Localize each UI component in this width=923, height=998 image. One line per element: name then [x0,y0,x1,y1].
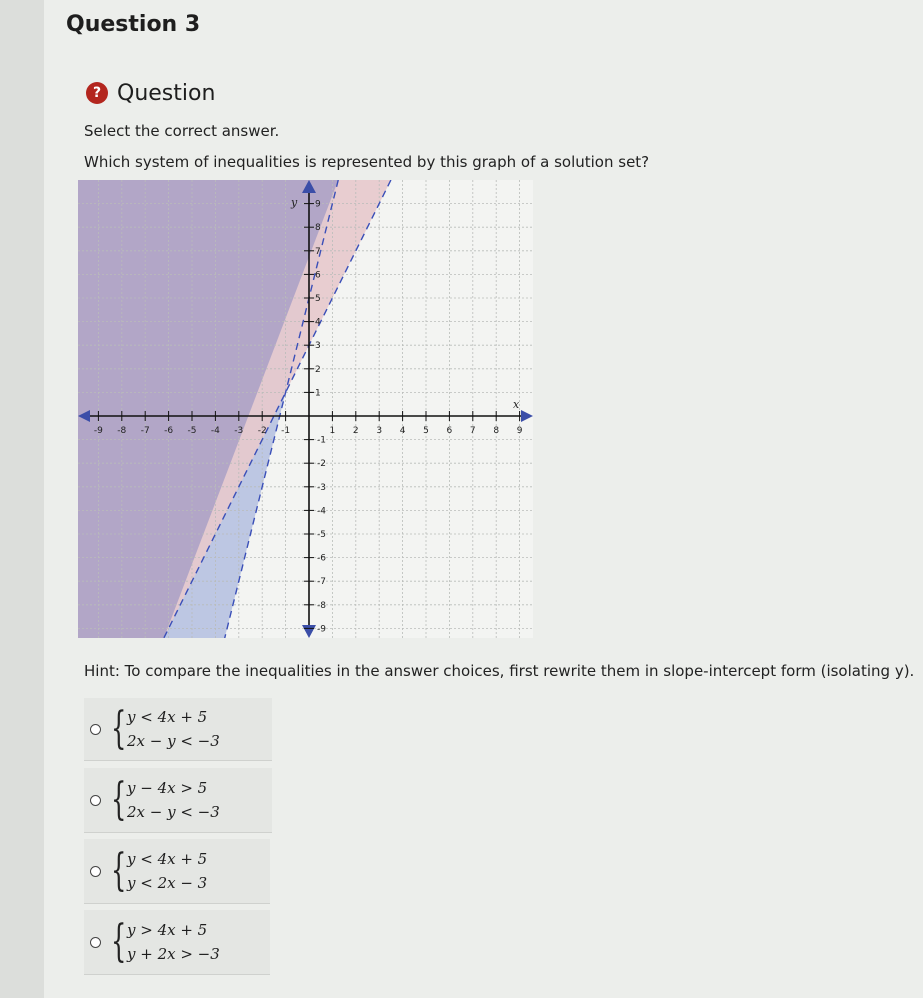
inequality-system [127,705,220,753]
brace-icon: { [111,774,127,825]
left-margin-band [0,0,44,998]
y-tick-label: 3 [315,341,321,352]
inequality-line-2: 2x − y < −3 [127,803,220,821]
x-tick-label: 2 [352,426,359,436]
x-tick-label: -7 [140,426,150,436]
inequality-line-1: y > 4x + 5 [127,921,208,939]
radio-button[interactable] [90,795,101,806]
answer-choice-d[interactable] [84,910,270,975]
inequality-line-2: 2x − y < −3 [127,732,220,750]
y-tick-label: 9 [315,199,321,210]
y-tick-label: -4 [317,506,326,517]
y-tick-label: -2 [317,459,326,470]
inequality-system [127,918,220,966]
graph-canvas [78,180,533,638]
brace-icon: { [111,703,127,754]
y-tick-label: 5 [315,294,321,304]
brace-icon: { [111,916,127,967]
x-tick-label: -9 [93,426,103,436]
y-tick-label: 4 [315,317,321,328]
y-tick-label: -1 [317,435,326,446]
radio-button[interactable] [90,866,101,877]
y-tick-label: 7 [315,246,321,257]
inequality-graph [78,180,533,638]
question-header [86,78,215,108]
x-tick-label: -2 [257,426,267,436]
question-number: Question 3 [66,12,201,37]
y-tick-label: -7 [317,577,326,588]
inequality-line-2: y + 2x > −3 [127,945,220,963]
inequality-line-1: y − 4x > 5 [127,779,208,797]
inequality-system [127,776,220,824]
radio-button[interactable] [90,937,101,948]
answer-choice-b[interactable] [84,768,272,833]
x-tick-label: 6 [446,426,453,436]
inequality-line-2: y < 2x − 3 [127,874,208,892]
inequality-line-1: y < 4x + 5 [127,708,208,726]
y-tick-label: -9 [317,624,326,635]
x-tick-label: 1 [329,426,336,436]
x-tick-label: 5 [423,426,429,436]
x-tick-label: -3 [234,426,244,436]
x-tick-label: 9 [516,426,523,436]
x-tick-label: 7 [469,426,476,436]
help-icon[interactable]: ? [86,82,108,104]
instruction-text: Select the correct answer. [84,122,280,140]
y-axis-label: y [291,196,298,209]
x-tick-label: -6 [164,426,174,436]
inequality-line-1: y < 4x + 5 [127,850,208,868]
y-tick-label: -3 [317,482,326,493]
y-tick-label: 1 [315,388,321,399]
x-tick-label: 3 [376,426,383,436]
radio-button[interactable] [90,724,101,735]
y-tick-label: 6 [315,270,321,281]
brace-icon: { [111,845,127,896]
answer-choice-a[interactable] [84,698,272,761]
x-tick-label: 4 [399,426,406,436]
x-axis-label: x [513,398,520,411]
inequality-system [127,847,207,895]
hint-text: Hint: To compare the inequalities in the answer choices, first rewrite them in slope-intercept form (isolating y). [84,662,915,680]
x-tick-label: -1 [281,426,291,436]
x-tick-label: 8 [493,426,500,436]
x-tick-label: -5 [187,426,197,436]
x-tick-label: -8 [117,426,127,436]
y-tick-label: -6 [317,553,326,564]
y-tick-label: -8 [317,600,326,611]
question-header-title: Question [117,80,216,106]
y-tick-label: -5 [317,530,326,540]
y-tick-label: 8 [315,223,321,234]
answer-choice-c[interactable] [84,839,270,904]
x-tick-label: -4 [210,426,220,436]
question-prompt: Which system of inequalities is represented by this graph of a solution set? [84,153,650,171]
y-tick-label: 2 [315,364,321,375]
